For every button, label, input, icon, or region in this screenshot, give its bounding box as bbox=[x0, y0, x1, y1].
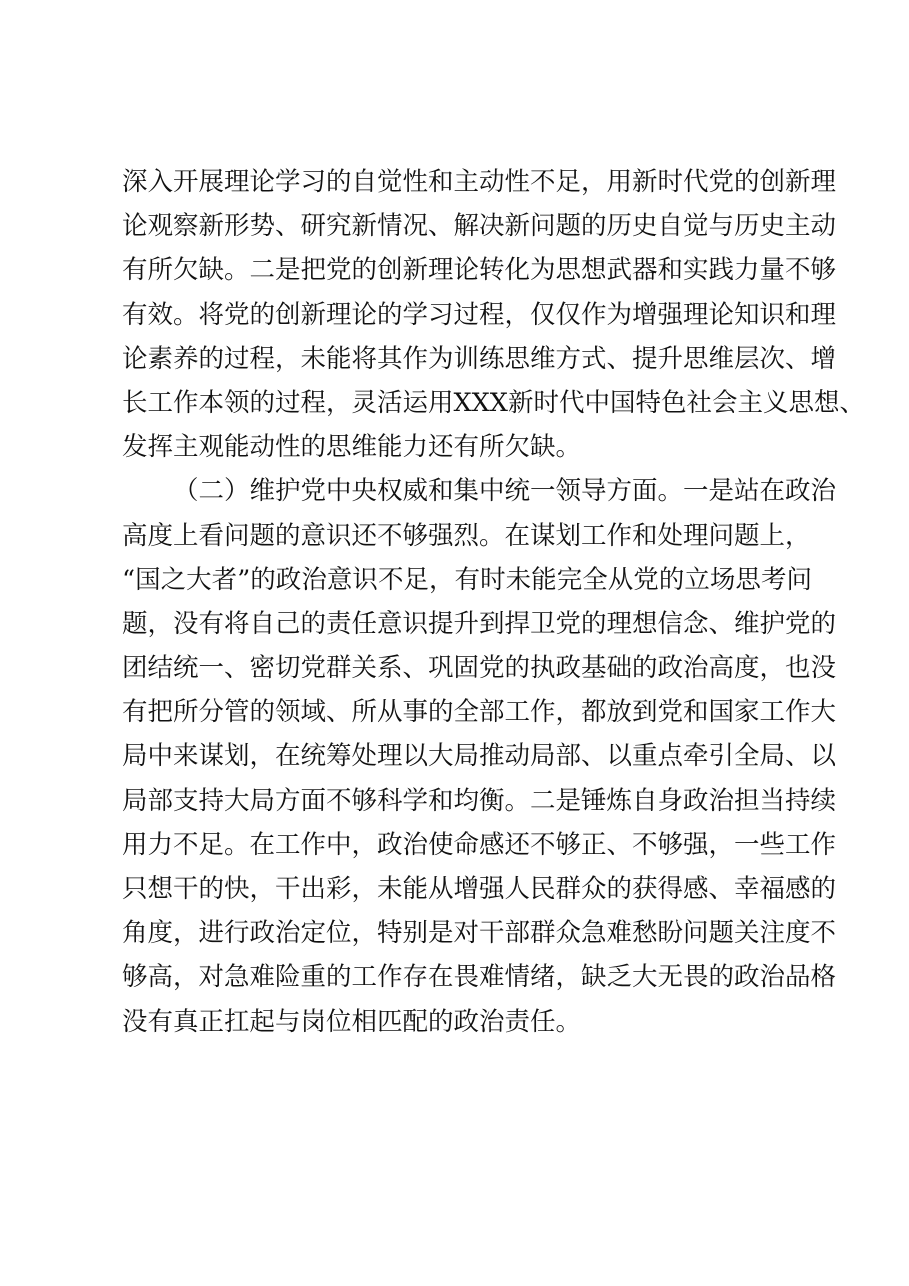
text-line: 有效。将党的创新理论的学习过程，仅仅作为增强理论知识和理 bbox=[122, 299, 837, 330]
text-line: 局部支持大局方面不够科学和均衡。二是锤炼自身政治担当持续 bbox=[122, 785, 837, 816]
text-line: 发挥主观能动性的思维能力还有所欠缺。 bbox=[122, 432, 582, 463]
text-line: 没有真正扛起与岗位相匹配的政治责任。 bbox=[122, 1006, 582, 1037]
text-line: 论观察新形势、研究新情况、解决新问题的历史自觉与历史主动 bbox=[122, 211, 837, 242]
text-line: 高度上看问题的意识还不够强烈。在谋划工作和处理问题上， bbox=[122, 520, 811, 551]
body-text bbox=[122, 160, 865, 1044]
text-line: 角度，进行政治定位，特别是对干部群众急难愁盼问题关注度不 bbox=[122, 918, 837, 949]
text-line: 有所欠缺。二是把党的创新理论转化为思想武器和实践力量不够 bbox=[122, 255, 837, 286]
text-line: 用力不足。在工作中，政治使命感还不够正、不够强，一些工作 bbox=[122, 829, 837, 860]
text-line: “国之大者”的政治意识不足，有时未能完全从党的立场思考问 bbox=[122, 564, 812, 595]
text-line: 深入开展理论学习的自觉性和主动性不足，用新时代党的创新理 bbox=[122, 167, 837, 197]
text-line: 团结统一、密切党群关系、巩固党的执政基础的政治高度，也没 bbox=[122, 653, 837, 684]
text-line: 题，没有将自己的责任意识提升到捍卫党的理想信念、维护党的 bbox=[122, 608, 837, 639]
text-line: 长工作本领的过程，灵活运用XXX新时代中国特色社会主义思想、 bbox=[122, 387, 865, 418]
text-line: 够高，对急难险重的工作存在畏难情绪，缺乏大无畏的政治品格 bbox=[122, 962, 837, 993]
text-line: 论素养的过程，未能将其作为训练思维方式、提升思维层次、增 bbox=[122, 343, 837, 374]
text-line: 有把所分管的领域、所从事的全部工作，都放到党和国家工作大 bbox=[122, 697, 837, 728]
section-heading-line: （二）维护党中央权威和集中统一领导方面。一是站在政治 bbox=[173, 476, 837, 507]
text-line: 局中来谋划，在统筹处理以大局推动局部、以重点牵引全局、以 bbox=[122, 741, 837, 772]
text-line: 只想干的快，干出彩，未能从增强人民群众的获得感、幸福感的 bbox=[122, 874, 837, 904]
